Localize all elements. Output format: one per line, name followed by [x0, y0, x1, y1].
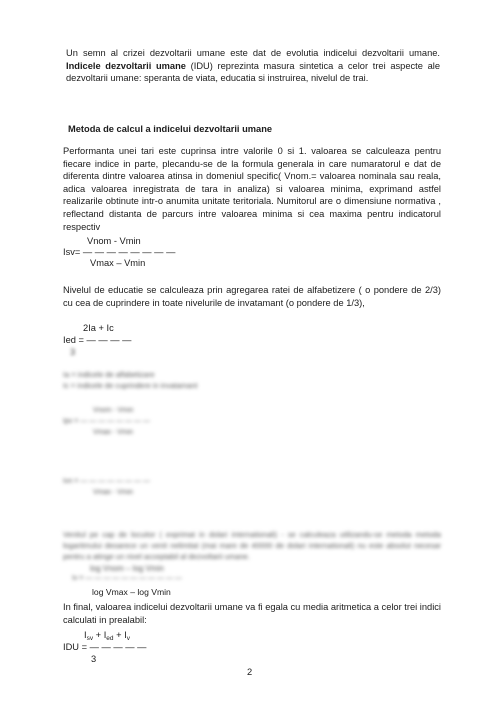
paragraph-final: In final, valoarea indicelui dezvoltarii umane va fi egala cu media aritmetica a celor trei indici calculati in prealabil:: [63, 602, 441, 625]
definition-ia: Ia = indicele de alfabetizare: [63, 370, 155, 379]
definition-ic: Ic = indicele de cuprindere in invatamant: [63, 381, 198, 390]
page-number: 2: [247, 667, 253, 677]
idu-sub-sv: sv: [86, 635, 94, 642]
formula-idu-lhs: IDU =: [63, 642, 88, 652]
intro-text: Un semn al crizei dezvoltarii umane este dat de evolutia indicelui dezvoltarii umane.: [66, 48, 440, 58]
formula-ied-lhs: Ied =: [63, 335, 84, 345]
formula-ivn-bar: — — — — — — — —: [80, 478, 150, 485]
idu-plus-1: + I: [93, 630, 107, 640]
formula-isv-lhs: Isv=: [63, 247, 81, 257]
formula-isv-numerator: Vnom - Vmin: [87, 236, 141, 246]
formula-iv-lhs: Iv =: [72, 575, 84, 582]
intro-paragraph: [66, 47, 440, 85]
formula-iv-bar: — — — — — — — — — — —: [85, 575, 182, 582]
paragraph-education: Nivelul de educatie se calculeaza prin agregarea ratei de alfabetizere ( o pondere de 2/3) cu cea de cuprindere in toate nivelurile de invatamant (o pondere de 1/3),: [63, 285, 441, 308]
formula-idu-denominator: 3: [91, 654, 97, 664]
formula-ivn-lhs: Ivn =: [63, 478, 79, 485]
formula-iv-numerator: log Vnom – log Vmin: [90, 564, 164, 573]
formula-iv-denominator: log Vmax – log Vmin: [92, 587, 171, 597]
formula-ipv-numerator: Vnom - Vmin: [93, 407, 134, 414]
formula-idu-bar: — — — — —: [89, 642, 147, 652]
formula-ivn-denominator: Vmax - Vmin: [93, 489, 134, 496]
idu-sub-v: v: [126, 635, 130, 642]
idu-term-i: I: [84, 630, 87, 640]
formula-ipv-lhs: Ipv =: [63, 418, 79, 425]
formula-idu-line: [63, 641, 146, 654]
section-heading: Metoda de calcul a indicelui dezvoltarii umane: [68, 124, 273, 134]
formula-ied-numerator: 2Ia + Ic: [83, 323, 114, 333]
intro-text-rest: (IDU) reprezinta masura sintetica a celor trei aspecte ale dezvoltarii umane: speranta de viata, educatia si instruirea, nivelul de trai.: [66, 60, 440, 84]
idu-plus-2: + I: [113, 630, 127, 640]
intro-bold-term: Indicele dezvoltarii umane: [66, 60, 186, 71]
formula-ipv-bar: — — — — — — — —: [80, 418, 150, 425]
formula-ied-denominator: 3: [70, 347, 76, 357]
formula-isv-denominator: Vmax – Vmin: [90, 258, 146, 268]
formula-ied-bar: — — — —: [86, 335, 132, 345]
formula-isv-bar: — — — — — — — —: [82, 247, 176, 257]
formula-ied-line: [63, 334, 131, 347]
paragraph-performance: Performanta unei tari este cuprinsa intre valorile 0 si 1. valoarea se calculeaza pentru fiecare indice in parte, plecandu-se de la formula generala in care numaratorul e dat de diferenta dintre valoarea atinsa in domeniul specific( Vnom.= valoarea nominala sau reala, adica valoarea inregistrata de tara in analiza) si valoarea minima, exprimand astfel realizarile obtinute intr-o anumita unitate teritoriala. Numitorul are o dimensiune normativa , reflectand distanta de parcurs intre valoarea minima si cea maxima pentru indicatorul respectiv: [63, 146, 441, 232]
idu-sub-ed: ed: [106, 635, 114, 642]
formula-ipv-denominator: Vmax - Vmin: [93, 429, 134, 436]
paragraph-income: Venitul pe cap de locuitor ( exprimat in dolari internationali) - se calculeaza utilizandu-se metoda metoda logaritmului deoarece un venit nelimitat (mai mare de 40000 de dolari internationali) nu este absolut necesar pentru a atinge un nivel acceptabil al dezvoltarii umane.: [63, 530, 441, 561]
formula-iv-line: [72, 573, 182, 586]
